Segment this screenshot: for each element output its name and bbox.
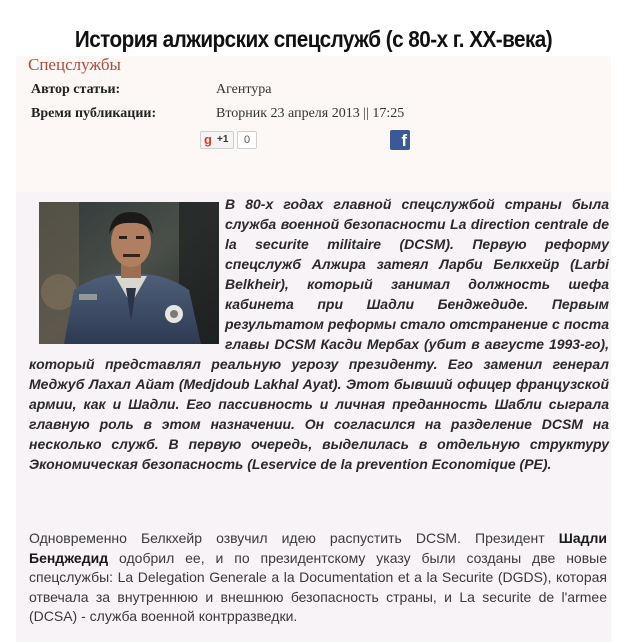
para2-start: Одновременно Белкхейр озвучил идею распустить DCSM. Президент xyxy=(29,530,559,546)
facebook-share-icon[interactable]: f xyxy=(390,130,410,150)
author-label: Автор статьи: xyxy=(31,82,121,97)
title-bar xyxy=(16,24,611,56)
gplus-button[interactable] xyxy=(200,131,234,149)
article-paragraph-2 xyxy=(29,529,607,627)
gplus-icon: g xyxy=(204,132,212,147)
article-photo xyxy=(39,202,219,344)
para2-end: одобрил ее, и по президентскому указу были созданы две новые спецслужбы: La Delegation Generale a la Documentation et a la Securite (DGDS), которая отвечала за внутреннюю и внешнюю безопасность страны, и La securite de l'armee (DCSA) - служба военной контрразведки. xyxy=(29,549,607,624)
article-container xyxy=(16,24,611,642)
article-title: История алжирских спецслужб (с 80-х г. XX-века) xyxy=(74,26,553,52)
para2-bold-name: Шадли Бенджедид xyxy=(29,530,607,566)
lead-text: В 80-х годах главной спецслужбой страны была служба военной безопасности La direction centrale de la securite militaire (DCSM). Первую реформу спецслужб Алжира затеял Ларби Белкхейр (Larbi Belkheir), который занимал должность шефа кабинета при Шадли Бенджедиде. Первым результатом реформы стало отстранение с поста главы DCSM Касди Мербах (убит в августе 1993-го), который представлял реальную угрозу президенту. Его заменил генерал Меджуб Лахал Айат (Medjdoub Lakhal Ayat). Этот бывший офицер французской армии, как и Шадли. Его пассивность и личная преданность Шабли сыграла главную роль в этом назначении. Он согласился на разделение DCSM на несколько служб. В первую очередь, выделилась в отдельную структуру Экономическая безопасность (Leservice de la prevention Economique (PE). xyxy=(29,196,609,472)
gplus-count: 0 xyxy=(237,131,257,149)
officer-photo-image xyxy=(39,202,219,344)
category-link[interactable]: Спецслужбы xyxy=(28,55,121,74)
date-value: Вторник 23 апреля 2013 || 17:25 xyxy=(216,106,405,121)
author-value: Агентура xyxy=(216,82,272,97)
date-label: Время публикации: xyxy=(31,106,157,121)
gplus-label: +1 xyxy=(217,134,229,145)
